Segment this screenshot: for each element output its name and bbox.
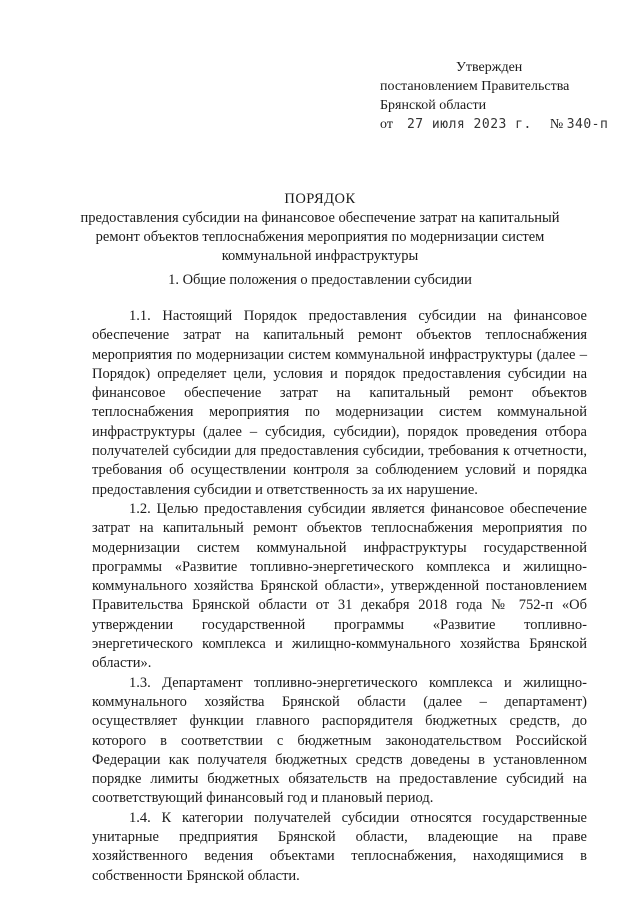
- document-title: [0, 190, 640, 266]
- approval-date-line: [380, 115, 608, 134]
- approval-line-region: Брянской области: [380, 98, 487, 113]
- approval-block: [380, 58, 608, 134]
- paragraph-1-2: 1.2. Целью предоставления субсидии является финансовое обеспечение затрат на капитальный ремонт объектов теплоснабжения мероприятия по модернизации систем коммунальной инфраструктуры государственной программы «Развитие топливно-энергетического комплекса и жилищно-коммунального хозяйства Брянской области», утвержденной постановлением Правительства Брянской области от 31 декабря 2018 года № 752-п «Об утверждении государственной программы «Развитие топливно-энергетического комплекса и жилищно-коммунального хозяйства Брянской области».: [92, 500, 587, 672]
- document-subtitle: предоставления субсидии на финансовое обеспечение затрат на капитальный ремонт объектов теплоснабжения мероприятия по модернизации систем коммунальной инфраструктуры: [80, 210, 560, 264]
- paragraph-1-4: 1.4. К категории получателей субсидии относятся государственные унитарные предприятия Брянской области, владеющие на праве хозяйственного ведения объектами теплоснабжения, находящимися в собственности Брянской области.: [92, 809, 587, 884]
- section-heading: 1. Общие положения о предоставлении субсидии: [168, 272, 472, 288]
- approval-line-resolution: постановлением Правительства: [380, 79, 570, 94]
- approval-number: 340-п: [566, 117, 609, 132]
- approval-date: 27 июля 2023 г.: [406, 117, 532, 132]
- approval-from-prefix: от: [380, 117, 393, 132]
- document-heading: ПОРЯДОК: [284, 191, 356, 207]
- paragraph-1-1: 1.1. Настоящий Порядок предоставления субсидии на финансовое обеспечение затрат на капитальный ремонт объектов теплоснабжения мероприятия по модернизации систем коммунальной инфраструктуры (далее – Порядок) определяет цели, условия и порядок предоставления субсидии на финансовое обеспечение затрат на капитальный ремонт объектов теплоснабжения мероприятия по модернизации систем коммунальной инфраструктуры (далее – субсидия, субсидии), порядок проведения отбора получателей субсидии для предоставления субсидии, требования к отчетности, требования об осуществлении контроля за соблюдением условий и порядка предоставления субсидии и ответственность за их нарушение.: [92, 308, 587, 498]
- approval-number-sign: №: [549, 117, 564, 132]
- approval-line-approved: Утвержден: [456, 60, 523, 75]
- document-body: [92, 307, 587, 886]
- paragraph-1-3: 1.3. Департамент топливно-энергетического комплекса и жилищно-коммунального хозяйства Брянской области (далее – департамент) осуществляет функции главного распорядителя бюджетных средств, до которого в соответствии с бюджетным законодательством Российской Федерации как получателя бюджетных средств доведены в установленном порядке лимиты бюджетных обязательств на предоставление субсидий на соответствующий финансовый год и плановый период.: [92, 674, 587, 807]
